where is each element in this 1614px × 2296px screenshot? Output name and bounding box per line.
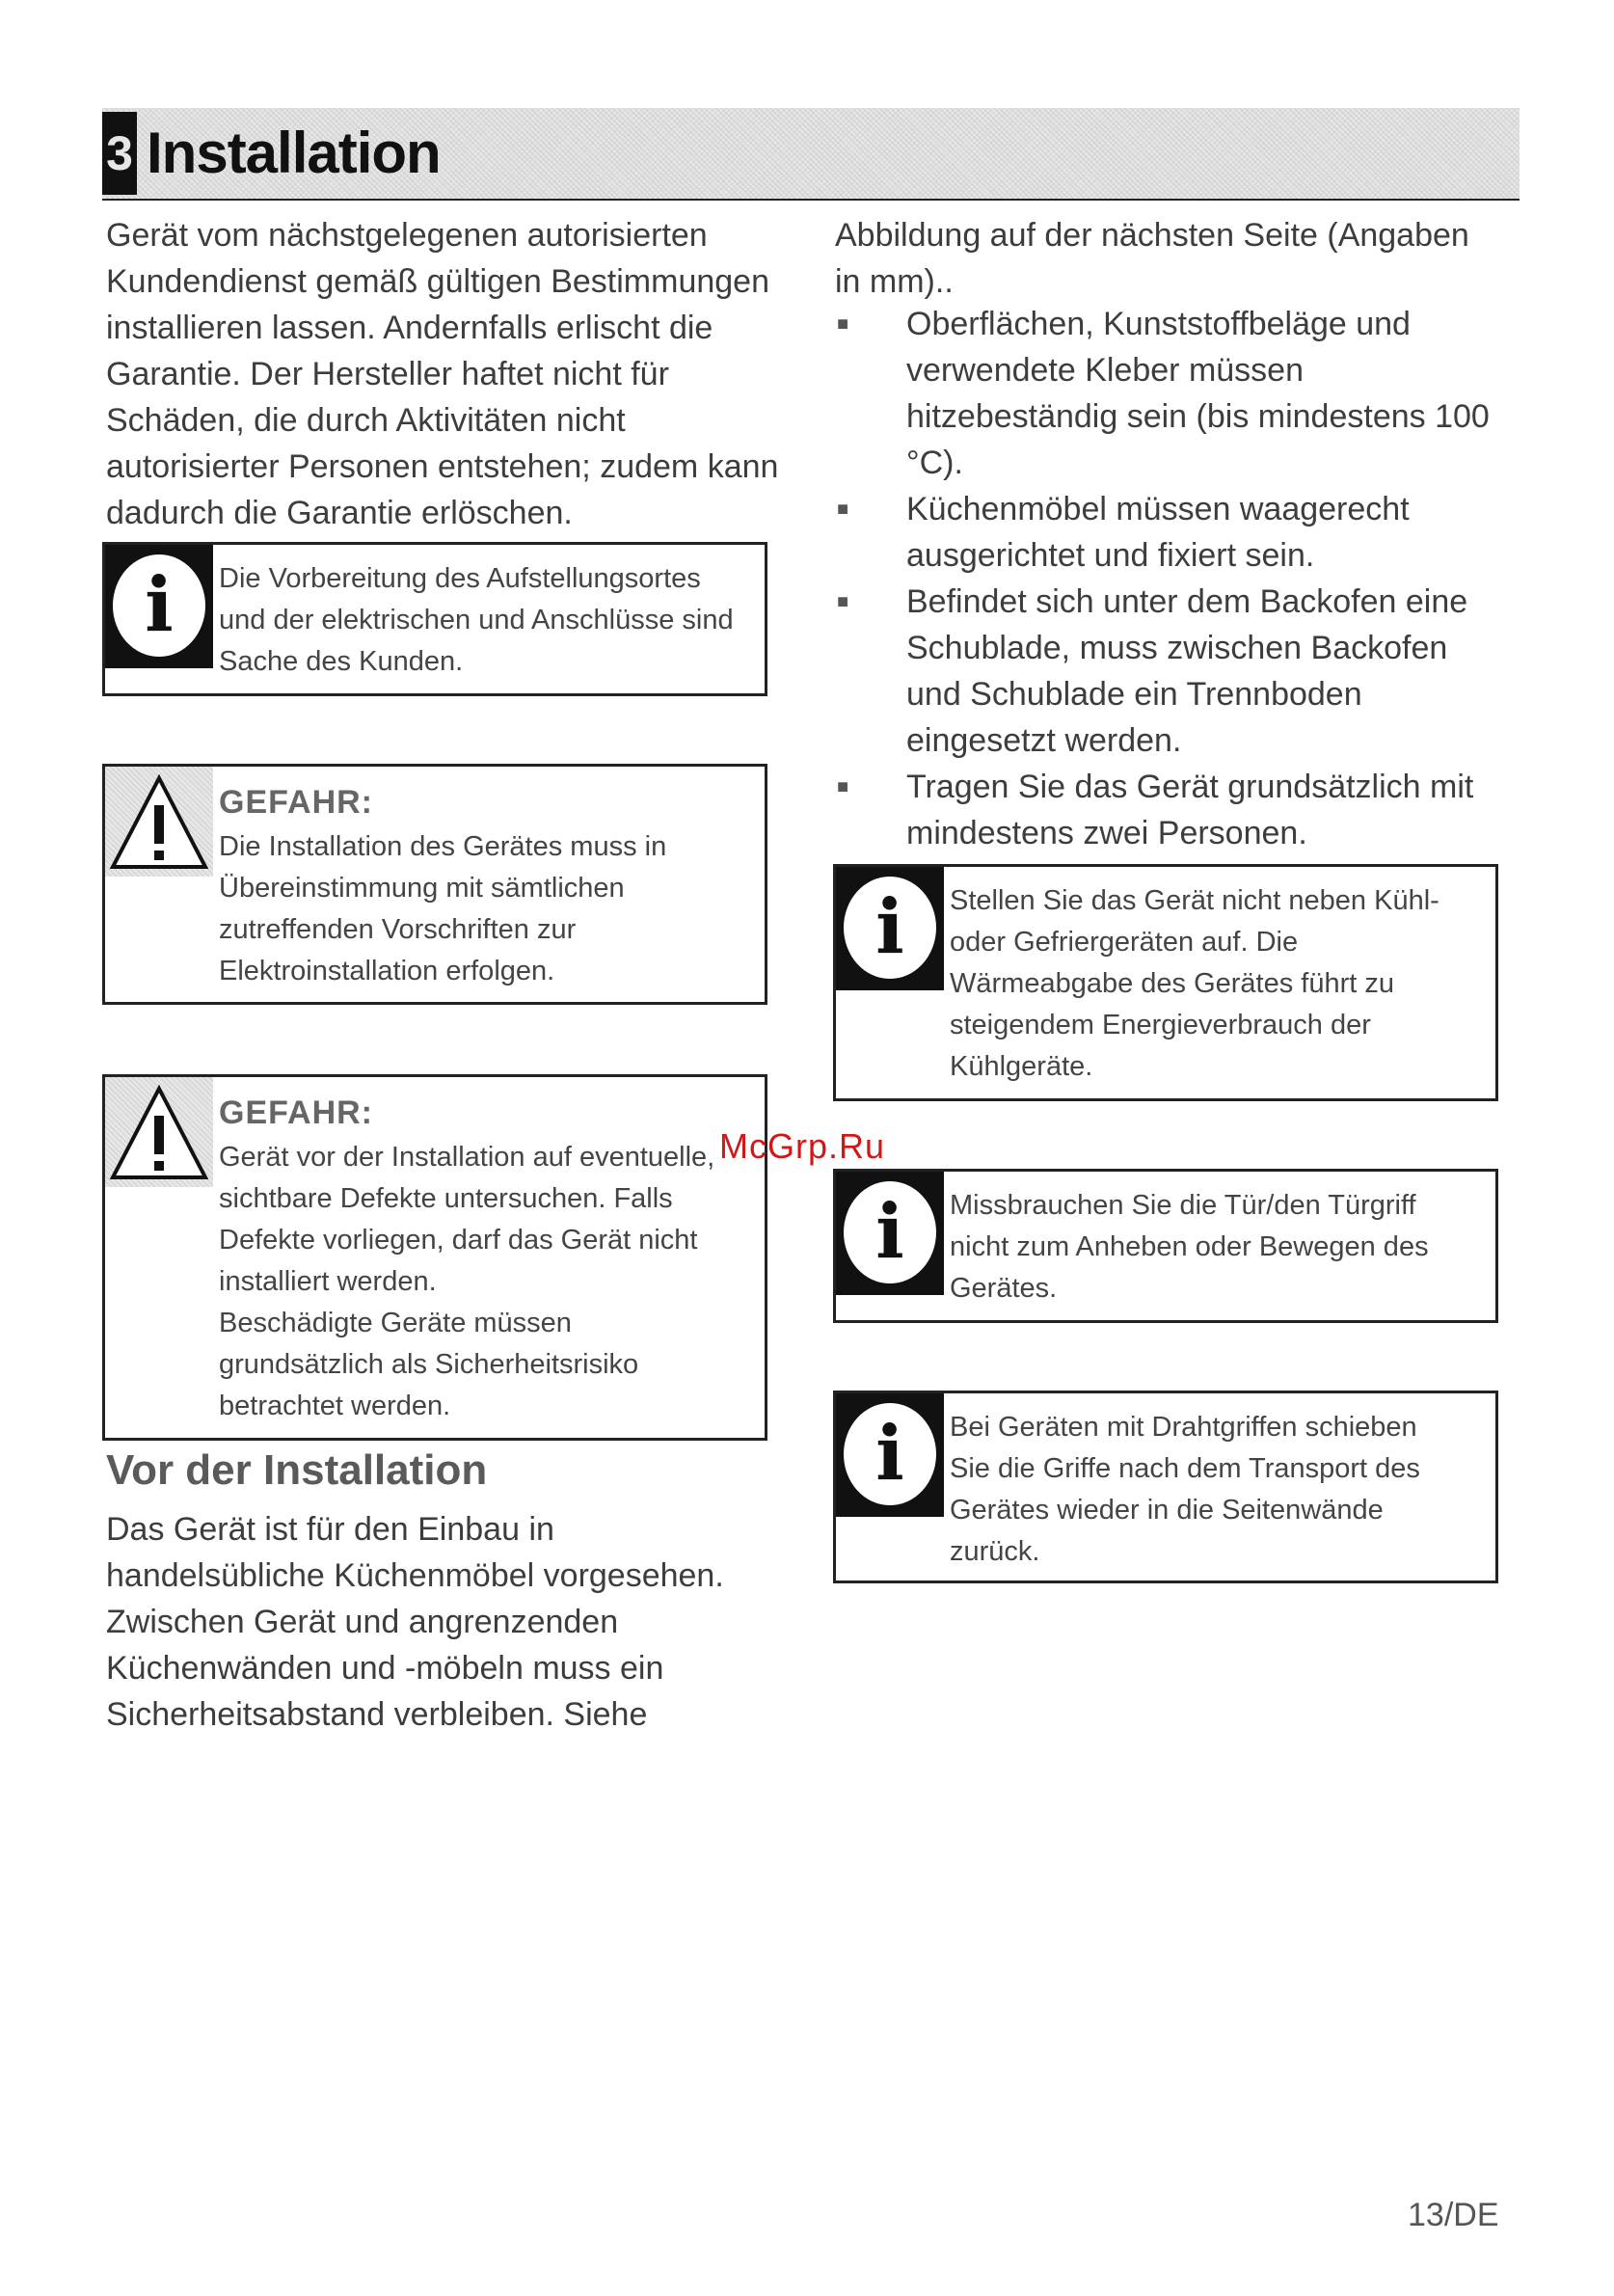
section-title: Installation (147, 121, 441, 185)
info-icon: i (836, 867, 944, 990)
warning-box-electrical (102, 764, 767, 1005)
section-header (102, 108, 1520, 201)
warning-box-defects (102, 1074, 767, 1441)
info-box-text: Bei Geräten mit Drahtgriffen schieben Sie die Griffe nach dem Transport des Gerätes wieder in die Seitenwände zurück. (950, 1412, 1420, 1567)
page-number: 13/DE (1408, 2197, 1499, 2233)
bullet-icon: ■ (837, 313, 849, 335)
list-item: ■ Tragen Sie das Gerät grundsätzlich mit mindestens zwei Personen. (835, 764, 1510, 856)
section-number: 3 (102, 112, 137, 195)
info-box-text: Stellen Sie das Gerät nicht neben Kühl- oder Gefriergeräten auf. Die Wärmeabgabe des Gerätes führt zu steigendem Energieverbrauch der Kühlgeräte. (950, 885, 1439, 1082)
bullet-icon: ■ (837, 499, 849, 520)
warning-title: GEFAHR: (219, 784, 373, 821)
watermark: McGrp.Ru (719, 1126, 886, 1166)
info-box-door-handle (833, 1169, 1498, 1323)
warning-title: GEFAHR: (219, 1094, 373, 1131)
subheading-before-installation: Vor der Installation (106, 1446, 488, 1494)
warning-triangle-icon (105, 767, 213, 877)
warning-text: Gerät vor der Installation auf eventuelle, sichtbare Defekte untersuchen. Falls Defekte vorliegen, darf das Gerät nicht installiert werden. Beschädigte Geräte müssen grundsätzlich als Sicherheitsrisiko betrachtet werden. (219, 1142, 715, 1421)
intro-paragraph: Gerät vom nächstgelegenen autorisierten Kundendienst gemäß gültigen Bestimmungen installieren lassen. Andernfalls erlischt die Garantie. Der Hersteller haftet nicht für Schäden, die durch Aktivitäten nicht autorisierter Personen entstehen; zudem kann dadurch die Garantie erlöschen. (106, 217, 779, 531)
list-item: ■ Küchenmöbel müssen waagerecht ausgerichtet und fixiert sein. (835, 486, 1510, 579)
list-item: ■ Befindet sich unter dem Backofen eine Schublade, muss zwischen Backofen und Schublade ein Trennboden eingesetzt werden. (835, 579, 1510, 764)
requirements-list (835, 301, 1510, 856)
info-box-text: Missbrauchen Sie die Tür/den Türgriff nicht zum Anheben oder Bewegen des Gerätes. (950, 1190, 1429, 1304)
info-icon: i (105, 545, 213, 668)
bullet-icon: ■ (837, 776, 849, 797)
info-box-cooling-appliances (833, 864, 1498, 1101)
info-box-wire-handles (833, 1391, 1498, 1583)
right-intro-paragraph: Abbildung auf der nächsten Seite (Angaben in mm).. (835, 217, 1469, 300)
before-installation-paragraph: Das Gerät ist für den Einbau in handelsübliche Küchenmöbel vorgesehen. Zwischen Gerät und angrenzenden Küchenwänden und -möbeln muss ein Sicherheitsabstand verbleiben. Siehe (106, 1511, 724, 1733)
list-item: ■ Oberflächen, Kunststoffbeläge und verwendete Kleber müssen hitzebeständig sein (bis mindestens 100 °C). (835, 301, 1510, 486)
warning-triangle-icon (105, 1077, 213, 1187)
info-box-site-preparation (102, 542, 767, 696)
warning-text: Die Installation des Gerätes muss in Übereinstimmung mit sämtlichen zutreffenden Vorschriften zur Elektroinstallation erfolgen. (219, 831, 667, 986)
bullet-icon: ■ (837, 591, 849, 612)
info-icon: i (836, 1172, 944, 1295)
info-box-text: Die Vorbereitung des Aufstellungsortes und der elektrischen und Anschlüsse sind Sache des Kunden. (219, 563, 734, 677)
info-icon: i (836, 1393, 944, 1517)
